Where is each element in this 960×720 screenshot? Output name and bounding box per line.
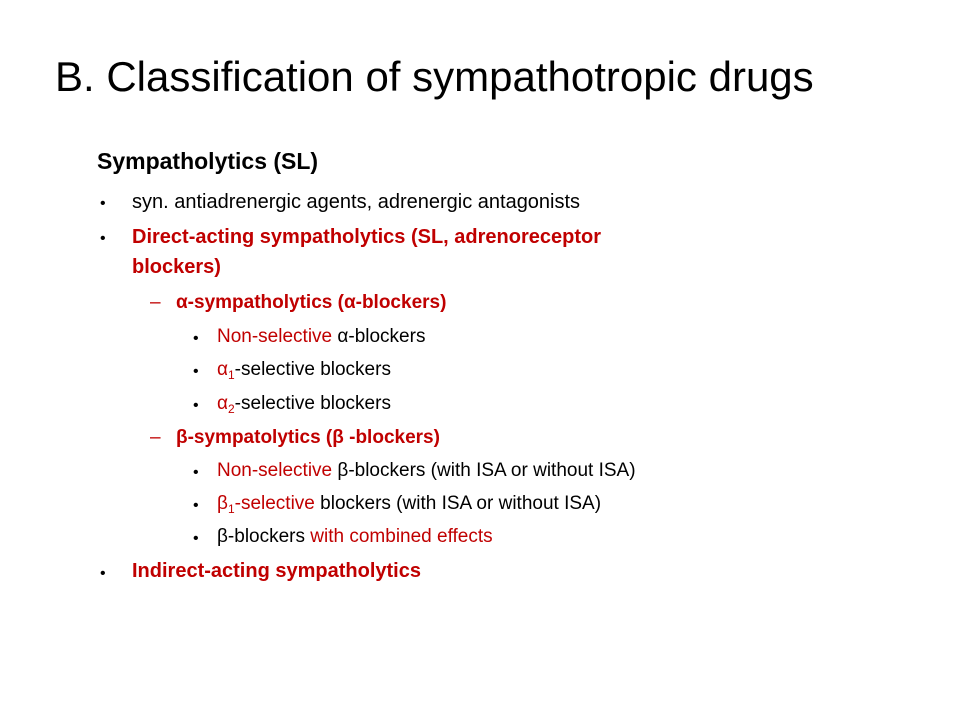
bullet-dot: • — [193, 497, 199, 514]
bullet-dot: • — [193, 397, 199, 414]
beta1-selective-item — [217, 491, 601, 516]
highlight-text: with combined effects — [310, 526, 493, 547]
beta-nonselective-item — [217, 458, 636, 483]
section-heading: Sympatholytics (SL) — [97, 148, 319, 174]
alpha-group-label: α-sympatholytics (α-blockers) — [176, 292, 447, 313]
subscript: 2 — [227, 402, 235, 416]
bullet-dot: • — [100, 230, 106, 247]
dash-marker: – — [150, 427, 161, 448]
bullet-dot: • — [100, 565, 106, 582]
alpha-symbol: α — [217, 359, 228, 380]
bullet-dot: • — [100, 195, 106, 212]
beta-group-label: β-sympatolytics (β -blockers) — [176, 427, 440, 448]
item-text: β-blockers — [217, 526, 311, 547]
highlight-text: Non-selective — [217, 326, 333, 347]
item-text: -selective blockers — [234, 393, 391, 414]
slide-title: B. Classification of sympathotropic drugs — [55, 53, 814, 100]
highlight-text: -selective — [234, 493, 315, 514]
bullet-dot: • — [193, 530, 199, 547]
alpha1-selective-item — [217, 357, 391, 382]
bullet-dot: • — [193, 363, 199, 380]
direct-acting-line2: blockers) — [132, 256, 221, 278]
direct-acting-line1: Direct-acting sympatholytics (SL, adrenoreceptor — [132, 226, 602, 248]
item-text: β-blockers (with ISA or without ISA) — [332, 460, 636, 481]
indirect-acting-item: Indirect-acting sympatholytics — [132, 560, 421, 582]
item-text: -selective blockers — [234, 359, 391, 380]
highlight-text: Non-selective — [217, 460, 333, 481]
bullet-dot: • — [193, 330, 199, 347]
beta-combined-item — [217, 524, 493, 549]
item-text: α-blockers — [332, 326, 426, 347]
subscript: 1 — [227, 502, 235, 516]
alpha2-selective-item — [217, 391, 391, 416]
bullet-dot: • — [193, 464, 199, 481]
synonyms-text: syn. antiadrenergic agents, adrenergic antagonists — [132, 191, 581, 213]
item-text: blockers (with ISA or without ISA) — [314, 493, 602, 514]
dash-marker: – — [150, 292, 161, 313]
subscript: 1 — [227, 368, 235, 382]
alpha-symbol: α — [217, 393, 228, 414]
beta-symbol: β — [217, 493, 228, 514]
alpha-nonselective-item — [217, 324, 425, 349]
